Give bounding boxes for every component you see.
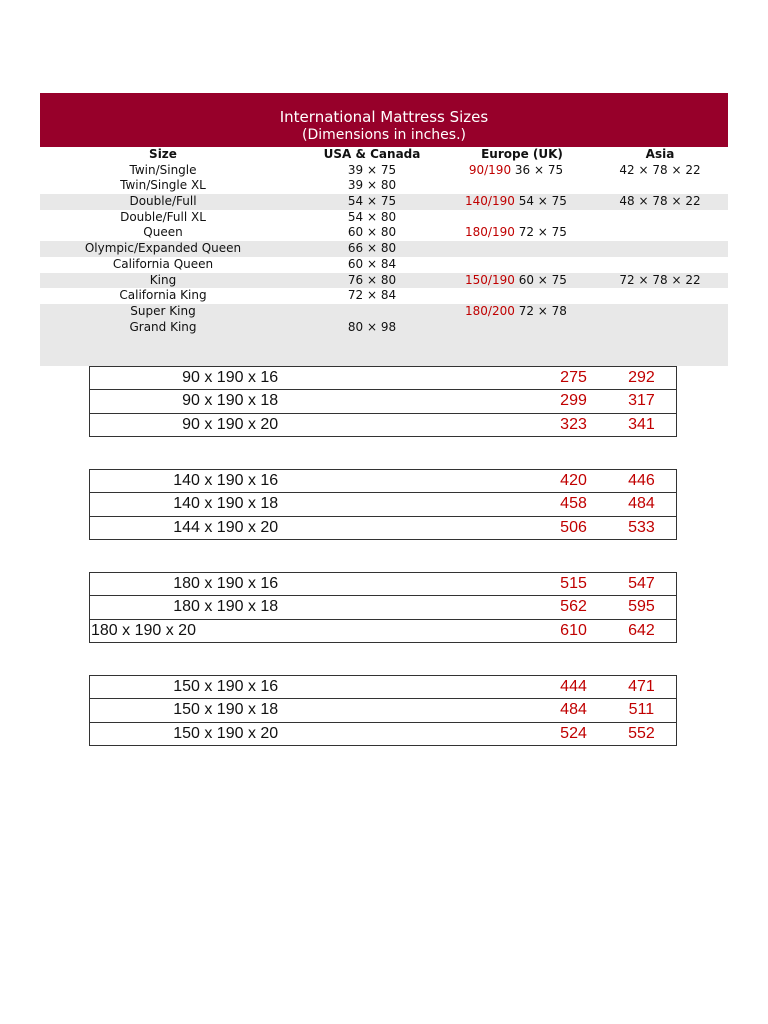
europe-inches: 54 × 75 xyxy=(518,194,567,209)
asia-dimensions: 48 × 78 × 22 xyxy=(619,194,701,209)
size-row xyxy=(40,241,728,257)
mattress-dimensions: 90 x 190 x 20 xyxy=(90,413,541,436)
size-row xyxy=(40,194,728,210)
europe-metric: 140/190 xyxy=(465,194,515,209)
usa-dimensions: 39 × 75 xyxy=(347,162,397,177)
price-row xyxy=(90,596,677,619)
price-value-1: 515 xyxy=(540,573,607,596)
size-row xyxy=(40,320,728,336)
mattress-dimensions: 180 x 190 x 20 xyxy=(90,619,541,642)
size-name: Grand King xyxy=(129,319,197,334)
price-row xyxy=(90,470,677,493)
size-row xyxy=(40,163,728,179)
europe-dimensions xyxy=(444,273,588,289)
price-group-1 xyxy=(89,366,677,437)
size-name: Super King xyxy=(130,303,196,318)
asia-dimensions: 72 × 78 × 22 xyxy=(619,272,701,287)
column-header-europe: Europe (UK) xyxy=(481,147,563,161)
price-value-1: 458 xyxy=(540,493,607,516)
price-value-1: 275 xyxy=(540,367,607,390)
size-name: Twin/Single xyxy=(129,162,197,177)
price-value-1: 562 xyxy=(540,596,607,619)
price-row xyxy=(90,699,677,722)
size-name: California Queen xyxy=(112,256,214,271)
column-header-usa: USA & Canada xyxy=(323,147,421,161)
table-subtitle: (Dimensions in inches.) xyxy=(302,127,466,143)
europe-metric: 150/190 xyxy=(465,272,515,287)
column-header-asia: Asia xyxy=(645,147,675,161)
price-value-2: 642 xyxy=(607,619,677,642)
price-row xyxy=(90,413,677,436)
size-name: King xyxy=(149,272,177,287)
europe-metric: 90/190 xyxy=(468,162,512,177)
size-name: California King xyxy=(119,288,207,303)
size-name: Twin/Single XL xyxy=(120,178,206,193)
price-value-1: 506 xyxy=(540,516,607,539)
price-value-2: 511 xyxy=(607,699,677,722)
usa-dimensions: 54 × 75 xyxy=(347,194,397,209)
price-row xyxy=(90,367,677,390)
price-value-1: 610 xyxy=(540,619,607,642)
mattress-dimensions: 150 x 190 x 18 xyxy=(90,699,541,722)
column-header-size: Size xyxy=(149,147,177,161)
usa-dimensions: 72 × 84 xyxy=(347,288,397,303)
table-footer-band xyxy=(40,335,728,366)
size-name: Double/Full XL xyxy=(120,209,206,224)
size-row xyxy=(40,225,728,241)
mattress-dimensions: 140 x 190 x 18 xyxy=(90,493,541,516)
mattress-dimensions: 180 x 190 x 16 xyxy=(90,573,541,596)
mattress-sizes-table xyxy=(40,93,728,351)
size-row xyxy=(40,257,728,273)
asia-dimensions: 42 × 78 × 22 xyxy=(619,162,701,177)
size-name: Double/Full xyxy=(129,194,197,209)
usa-dimensions: 66 × 80 xyxy=(347,241,397,256)
price-value-2: 341 xyxy=(607,413,677,436)
price-row xyxy=(90,722,677,745)
usa-dimensions: 39 × 80 xyxy=(347,178,397,193)
mattress-dimensions: 150 x 190 x 16 xyxy=(90,676,541,699)
price-value-2: 533 xyxy=(607,516,677,539)
size-name: Olympic/Expanded Queen xyxy=(84,241,242,256)
size-row xyxy=(40,178,728,194)
mattress-dimensions: 180 x 190 x 18 xyxy=(90,596,541,619)
europe-inches: 60 × 75 xyxy=(518,272,567,287)
price-value-1: 484 xyxy=(540,699,607,722)
usa-dimensions: 54 × 80 xyxy=(347,209,397,224)
usa-dimensions: 60 × 84 xyxy=(347,256,397,271)
europe-dimensions xyxy=(444,304,588,320)
mattress-dimensions: 90 x 190 x 16 xyxy=(90,367,541,390)
title-banner xyxy=(40,93,728,147)
size-row xyxy=(40,273,728,289)
size-row xyxy=(40,210,728,226)
size-row xyxy=(40,288,728,304)
table-title: International Mattress Sizes xyxy=(279,108,489,126)
price-row xyxy=(90,390,677,413)
size-name: Queen xyxy=(143,225,183,240)
europe-inches: 72 × 78 xyxy=(518,303,567,318)
europe-dimensions xyxy=(444,194,588,210)
price-value-1: 299 xyxy=(540,390,607,413)
mattress-dimensions: 144 x 190 x 20 xyxy=(90,516,541,539)
usa-dimensions: 76 × 80 xyxy=(347,272,397,287)
mattress-dimensions: 90 x 190 x 18 xyxy=(90,390,541,413)
price-value-2: 317 xyxy=(607,390,677,413)
price-row xyxy=(90,676,677,699)
mattress-dimensions: 150 x 190 x 20 xyxy=(90,722,541,745)
price-value-1: 420 xyxy=(540,470,607,493)
usa-dimensions: 60 × 80 xyxy=(347,225,397,240)
europe-dimensions xyxy=(444,225,588,241)
price-group-3 xyxy=(89,572,677,643)
europe-inches: 36 × 75 xyxy=(514,162,564,177)
price-value-2: 471 xyxy=(607,676,677,699)
column-header-row xyxy=(40,147,728,163)
europe-dimensions xyxy=(444,163,588,179)
price-value-2: 595 xyxy=(607,596,677,619)
price-group-4 xyxy=(89,675,677,746)
price-value-1: 444 xyxy=(540,676,607,699)
price-row xyxy=(90,573,677,596)
price-value-2: 484 xyxy=(607,493,677,516)
europe-metric: 180/190 xyxy=(465,225,515,240)
price-value-2: 552 xyxy=(607,722,677,745)
price-value-2: 446 xyxy=(607,470,677,493)
price-row xyxy=(90,516,677,539)
usa-dimensions: 80 × 98 xyxy=(347,319,397,334)
size-row xyxy=(40,304,728,320)
price-value-1: 524 xyxy=(540,722,607,745)
price-group-2 xyxy=(89,469,677,540)
price-row xyxy=(90,619,677,642)
mattress-dimensions: 140 x 190 x 16 xyxy=(90,470,541,493)
europe-metric: 180/200 xyxy=(465,303,515,318)
price-value-1: 323 xyxy=(540,413,607,436)
europe-inches: 72 × 75 xyxy=(518,225,567,240)
price-value-2: 292 xyxy=(607,367,677,390)
price-value-2: 547 xyxy=(607,573,677,596)
price-row xyxy=(90,493,677,516)
